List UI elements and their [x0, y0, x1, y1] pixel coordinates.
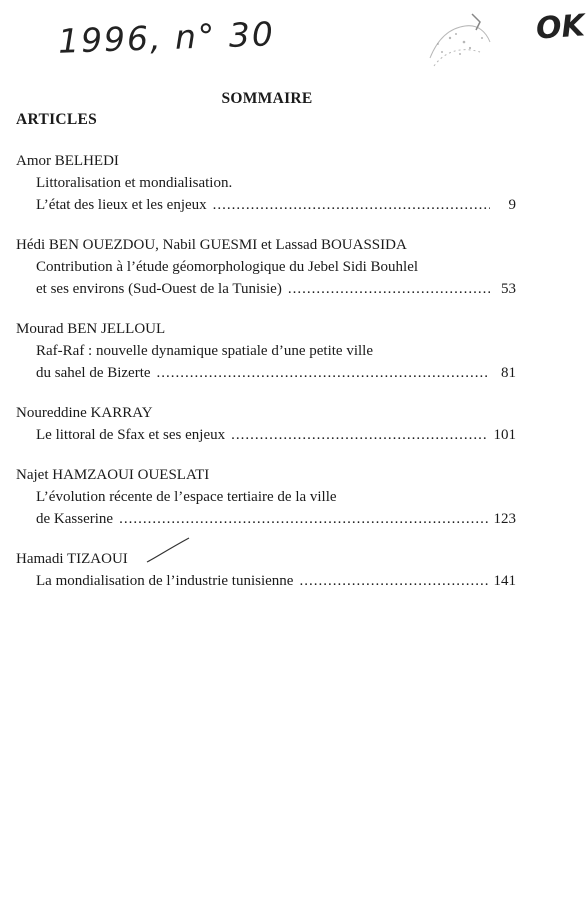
page-number: 141	[493, 573, 516, 589]
entry-title	[16, 172, 516, 216]
entry-title-line: Littoralisation et mondialisation.	[36, 175, 233, 191]
page-title: SOMMAIRE	[221, 90, 313, 107]
entry-author: Noureddine KARRAY	[16, 405, 153, 421]
entry-title	[16, 570, 516, 592]
entry-title	[16, 486, 516, 530]
dot-leader	[231, 424, 487, 446]
dot-leader	[213, 194, 490, 216]
entry-title	[16, 256, 516, 300]
handwritten-ok-mark: OK	[534, 8, 586, 47]
section-heading: ARTICLES	[16, 111, 98, 128]
entry-author: Mourad BEN JELLOUL	[16, 321, 166, 337]
entry-title	[16, 424, 516, 446]
entry-title-line: et ses environs (Sud-Ouest de la Tunisie)	[36, 281, 282, 297]
page-number: 9	[508, 197, 516, 213]
entry-toc-line	[36, 194, 516, 216]
entry-title-line: La mondialisation de l’industrie tunisienne	[36, 573, 294, 589]
table-of-contents	[16, 150, 516, 610]
faded-stamp-mark	[420, 8, 500, 78]
entry-toc-line	[36, 424, 516, 446]
entry-title-line: du sahel de Bizerte	[36, 365, 151, 381]
entry-toc-line	[36, 362, 516, 384]
handwritten-issue-note: 1996, n° 30	[57, 14, 276, 61]
toc-entry	[16, 150, 516, 216]
toc-entry	[16, 464, 516, 530]
pen-stroke-mark	[145, 536, 191, 566]
entry-toc-line	[36, 508, 516, 530]
entry-title-line: Raf-Raf : nouvelle dynamique spatiale d’une petite ville	[36, 343, 373, 359]
entry-author: Amor BELHEDI	[16, 153, 119, 169]
entry-author: Hamadi TIZAOUI	[16, 551, 128, 567]
toc-entry	[16, 548, 516, 592]
entry-title-line: Contribution à l’étude géomorphologique du Jebel Sidi Bouhlel	[36, 259, 419, 275]
page-number: 81	[501, 365, 516, 381]
entry-toc-line	[36, 278, 516, 300]
entry-toc-line	[36, 570, 516, 592]
toc-entry	[16, 402, 516, 446]
entry-title-line: L’évolution récente de l’espace tertiaire de la ville	[36, 489, 337, 505]
entry-title	[16, 340, 516, 384]
page-number: 53	[501, 281, 516, 297]
toc-entry	[16, 234, 516, 300]
dot-leader	[299, 570, 487, 592]
dot-leader	[119, 508, 487, 530]
page-number: 123	[493, 511, 516, 527]
entry-author: Hédi BEN OUEZDOU, Nabil GUESMI et Lassad BOUASSIDA	[16, 237, 407, 253]
entry-title-line: L’état des lieux et les enjeux	[36, 197, 207, 213]
entry-title-line: Le littoral de Sfax et ses enjeux	[36, 427, 226, 443]
entry-title-line: de Kasserine	[36, 511, 114, 527]
dot-leader	[288, 278, 490, 300]
page-number: 101	[493, 427, 516, 443]
toc-entry	[16, 318, 516, 384]
entry-author: Najet HAMZAOUI OUESLATI	[16, 467, 210, 483]
dot-leader	[157, 362, 490, 384]
